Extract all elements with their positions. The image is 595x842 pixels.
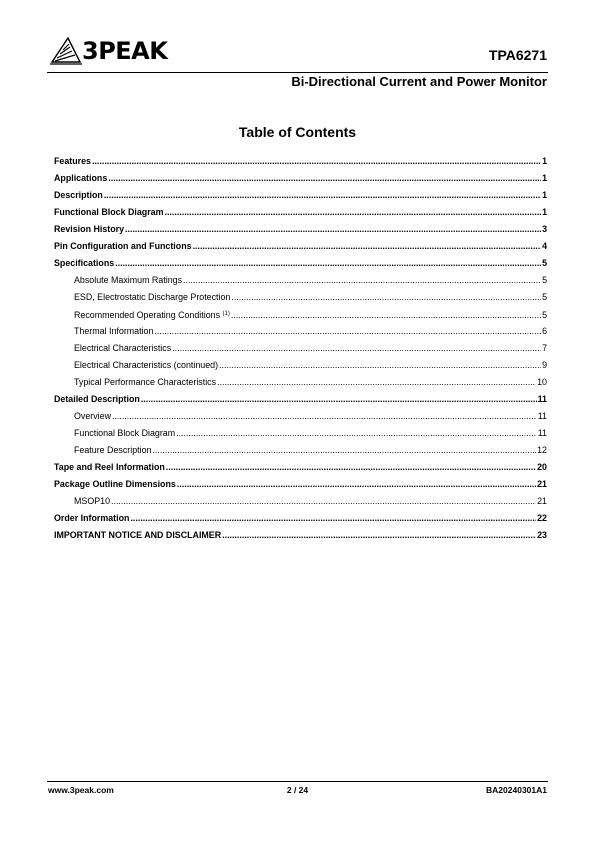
toc-entry-title: Electrical Characteristics (74, 343, 172, 353)
toc-entry-title: Pin Configuration and Functions (54, 241, 192, 251)
toc-leader-dots (141, 391, 537, 408)
toc-entry-page: 6 (542, 326, 547, 336)
toc-leader-dots (176, 425, 537, 442)
toc-entry[interactable] (54, 306, 547, 323)
toc-leader-dots (125, 221, 541, 238)
toc-entry-page: 22 (537, 513, 547, 523)
toc-entry[interactable] (54, 204, 547, 221)
toc-entry-page: 21 (537, 496, 547, 506)
toc-entry[interactable] (54, 391, 547, 408)
toc-entry-title: Functional Block Diagram (74, 428, 176, 438)
toc-leader-dots (108, 170, 541, 187)
toc-entry-title: ESD, Electrostatic Discharge Protection (74, 292, 231, 302)
toc-entry-page: 5 (542, 258, 547, 268)
toc-entry[interactable] (54, 357, 547, 374)
toc-entry-page: 11 (537, 428, 547, 438)
toc-entry[interactable] (54, 425, 547, 442)
toc-entry-title: Thermal Information (74, 326, 154, 336)
toc-entry[interactable] (54, 153, 547, 170)
toc-entry[interactable] (54, 323, 547, 340)
toc-entry-page: 7 (542, 343, 547, 353)
toc-entry-title: Typical Performance Characteristics (74, 377, 217, 387)
toc-entry-footnote: (1) (222, 311, 230, 317)
toc-entry-title: MSOP10 (74, 496, 111, 506)
toc-entry-page: 1 (542, 207, 547, 217)
toc-leader-dots (172, 340, 541, 357)
toc-entry[interactable] (54, 289, 547, 306)
toc-entry[interactable] (54, 493, 547, 510)
toc-entry-title: Description (54, 190, 103, 200)
toc-leader-dots (193, 238, 542, 255)
toc-entry-title: Revision History (54, 224, 125, 234)
toc-entry-page: 1 (542, 156, 547, 166)
toc-entry-page: 10 (537, 377, 547, 387)
toc-entry-page: 23 (537, 530, 547, 540)
toc-leader-dots (130, 510, 536, 527)
toc-entry-title: Absolute Maximum Ratings (74, 275, 183, 285)
toc-entry[interactable] (54, 510, 547, 527)
logo-wordmark: 3PEAK (82, 37, 168, 65)
toc-entry-title: Applications (54, 173, 108, 183)
toc-entry[interactable] (54, 476, 547, 493)
toc-leader-dots (112, 408, 537, 425)
toc-entry[interactable] (54, 221, 547, 238)
toc-entry[interactable] (54, 527, 547, 544)
toc-entry[interactable] (54, 340, 547, 357)
toc-entry[interactable] (54, 272, 547, 289)
toc-entry-title: Detailed Description (54, 394, 140, 404)
footer-doc-code: BA20240301A1 (486, 785, 547, 795)
toc-entry-page: 5 (542, 275, 547, 285)
toc-entry-page: 11 (537, 394, 547, 404)
toc-heading: Table of Contents (238, 124, 357, 140)
toc-leader-dots (183, 272, 541, 289)
toc-leader-dots (104, 187, 541, 204)
footer-page-indicator: 2 / 24 (286, 785, 309, 795)
toc-entry[interactable] (54, 238, 547, 255)
toc-entry[interactable] (54, 374, 547, 391)
toc-entry[interactable] (54, 459, 547, 476)
toc-entry-page: 5 (542, 292, 547, 302)
toc-entry-title: IMPORTANT NOTICE AND DISCLAIMER (54, 530, 222, 540)
toc-leader-dots (231, 307, 541, 324)
toc-entry-title: Order Information (54, 513, 130, 523)
part-number: TPA6271 (488, 47, 547, 63)
toc-entry[interactable] (54, 255, 547, 272)
toc-entry-page: 1 (542, 190, 547, 200)
toc-entry-title: Overview (74, 411, 111, 421)
header-rule (47, 72, 548, 73)
toc-entry-page: 1 (542, 173, 547, 183)
toc-leader-dots (231, 289, 541, 306)
footer-website[interactable]: www.3peak.com (48, 785, 114, 795)
toc-entry-title: Package Outline Dimensions (54, 479, 176, 489)
company-logo (50, 36, 190, 66)
table-of-contents (54, 153, 547, 544)
toc-entry-page: 9 (542, 360, 547, 370)
toc-leader-dots (166, 459, 536, 476)
toc-leader-dots (92, 153, 541, 170)
toc-entry-title: Tape and Reel Information (54, 462, 165, 472)
toc-leader-dots (217, 374, 536, 391)
toc-leader-dots (111, 493, 536, 510)
toc-entry[interactable] (54, 170, 547, 187)
toc-entry[interactable] (54, 187, 547, 204)
toc-entry-title: Electrical Characteristics (continued) (74, 360, 219, 370)
toc-leader-dots (164, 204, 541, 221)
toc-entry-page: 4 (542, 241, 547, 251)
toc-entry-page: 21 (537, 479, 547, 489)
toc-entry-title: Features (54, 156, 91, 166)
toc-entry-page: 20 (537, 462, 547, 472)
footer-rule (47, 781, 548, 782)
toc-entry[interactable] (54, 408, 547, 425)
toc-entry-page: 5 (542, 310, 547, 320)
toc-leader-dots (115, 255, 541, 272)
document-subtitle: Bi-Directional Current and Power Monitor (291, 74, 547, 89)
toc-entry-title: Feature Description (74, 445, 152, 455)
logo-mark-icon (50, 36, 82, 66)
toc-entry[interactable] (54, 442, 547, 459)
toc-entry-page: 11 (537, 411, 547, 421)
toc-leader-dots (222, 527, 536, 544)
toc-leader-dots (154, 323, 541, 340)
toc-entry-page: 12 (537, 445, 547, 455)
toc-entry-page: 3 (542, 224, 547, 234)
toc-leader-dots (177, 476, 536, 493)
toc-leader-dots (219, 357, 541, 374)
toc-entry-title: Specifications (54, 258, 115, 268)
toc-entry-title: Functional Block Diagram (54, 207, 164, 217)
toc-leader-dots (152, 442, 536, 459)
toc-entry-title: Recommended Operating Conditions $^{(1)}$ (74, 310, 230, 320)
